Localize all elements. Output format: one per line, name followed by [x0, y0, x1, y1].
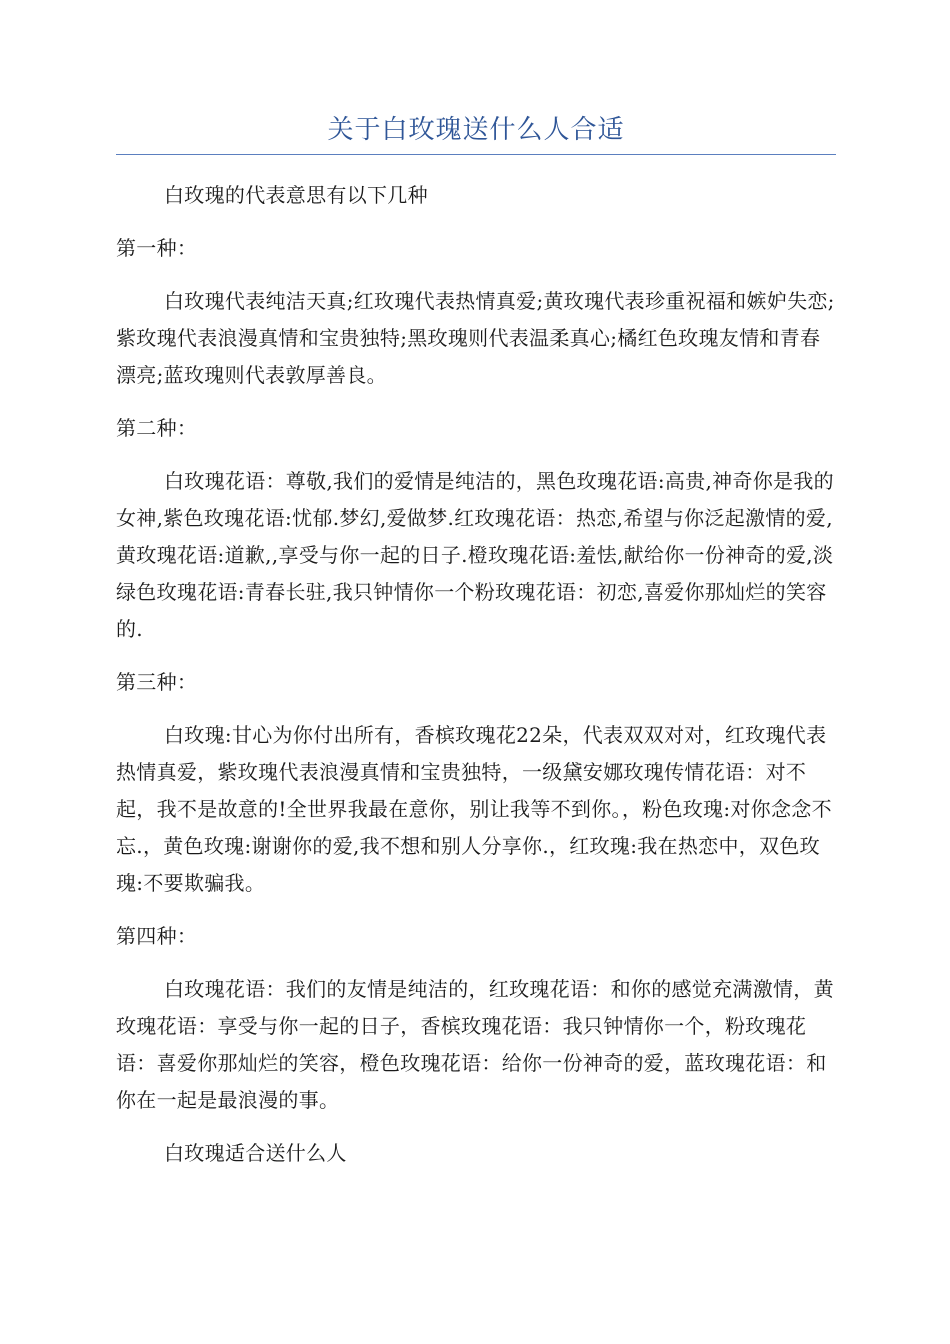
section-1-body: 白玫瑰代表纯洁天真;红玫瑰代表热情真爱;黄玫瑰代表珍重祝福和嫉妒失恋;紫玫瑰代表浪漫真情和宝贵独特;黑玫瑰则代表温柔真心;橘红色玫瑰友情和青春漂亮;蓝玫瑰则代表敦厚善良。 [116, 289, 835, 387]
section-4-body: 白玫瑰花语：我们的友情是纯洁的，红玫瑰花语：和你的感觉充满激情，黄玫瑰花语：享受与你一起的日子，香槟玫瑰花语：我只钟情你一个，粉玫瑰花语：喜爱你那灿烂的笑容，橙色玫瑰花语：给你一份神奇的爱，蓝玫瑰花语：和你在一起是最浪漫的事。 [116, 977, 834, 1112]
closing-heading: 白玫瑰适合送什么人 [164, 1141, 347, 1165]
section-2-body: 白玫瑰花语：尊敬,我们的爱情是纯洁的，黑色玫瑰花语:高贵,神奇你是我的女神,紫色玫瑰花语:忧郁.梦幻,爱做梦.红玫瑰花语：热恋,希望与你泛起激情的爱,黄玫瑰花语:道歉,,享受与你一起的日子.橙玫瑰花语:羞怯,献给你一份神奇的爱,淡绿色玫瑰花语:青春长驻,我只钟情你一个粉玫瑰花语：初恋,喜爱你那灿烂的笑容的. [116, 469, 834, 641]
section-3-heading: 第三种： [116, 670, 198, 694]
section-3-body: 白玫瑰:甘心为你付出所有，香槟玫瑰花22朵，代表双双对对，红玫瑰代表热情真爱，紫玫瑰代表浪漫真情和宝贵独特，一级黛安娜玫瑰传情花语：对不起，我不是故意的!全世界我最在意你，别让我等不到你。，粉色玫瑰:对你念念不忘.，黄色玫瑰:谢谢你的爱,我不想和别人分享你.，红玫瑰:我在热恋中，双色玫瑰:不要欺骗我。 [116, 723, 832, 895]
page-title: 关于白玫瑰送什么人合适 [327, 115, 625, 145]
section-1-heading: 第一种： [116, 236, 198, 260]
section-4-heading: 第四种： [116, 924, 198, 948]
intro-paragraph: 白玫瑰的代表意思有以下几种 [164, 183, 428, 207]
section-2-heading: 第二种： [116, 416, 198, 440]
document-page [116, 110, 836, 1172]
